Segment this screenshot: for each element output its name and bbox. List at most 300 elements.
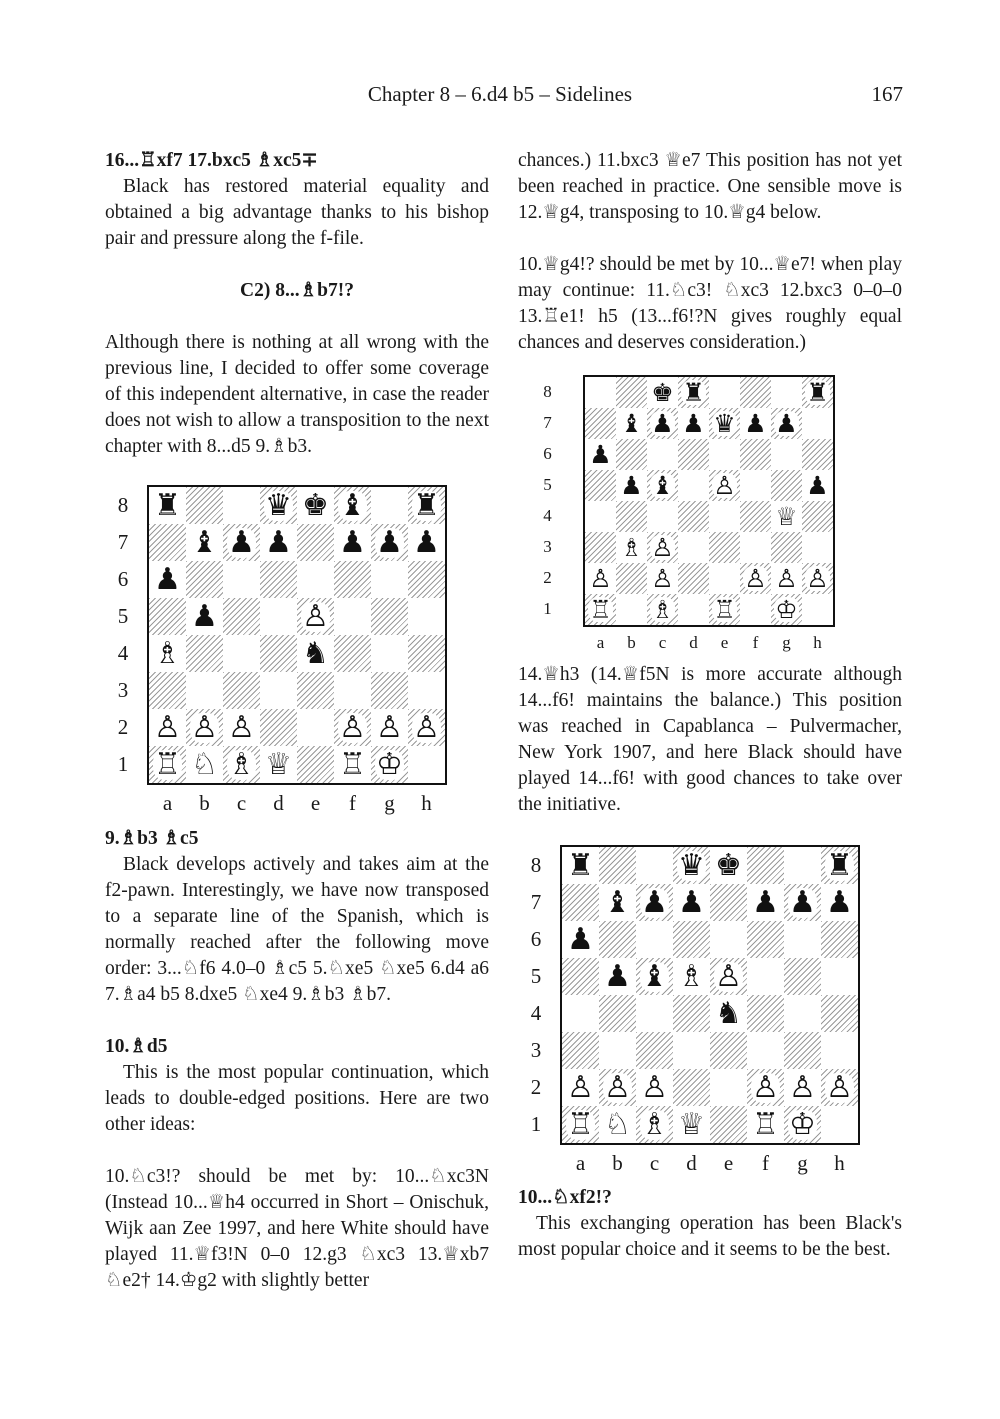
square-c1	[636, 1106, 673, 1143]
square-h2	[408, 709, 445, 746]
chess-piece: ♟	[775, 409, 798, 438]
square-h6	[821, 921, 858, 958]
chess-piece: ♖	[589, 595, 612, 624]
square-g4	[771, 501, 802, 532]
chess-piece: ♟	[826, 884, 853, 920]
chess-piece: ♟	[413, 524, 440, 560]
square-d8	[673, 847, 710, 884]
square-g2	[784, 1069, 821, 1106]
square-b8	[186, 487, 223, 524]
square-g2	[371, 709, 408, 746]
chess-piece: ♟	[228, 524, 255, 560]
rank-label: 8	[543, 382, 552, 401]
square-e8	[297, 487, 334, 524]
rank-label: 7	[543, 413, 552, 432]
file-label: h	[421, 791, 432, 815]
square-g5	[371, 598, 408, 635]
file-label: d	[689, 633, 698, 652]
square-h8	[408, 487, 445, 524]
rank-label: 2	[530, 1075, 542, 1099]
square-f2	[747, 1069, 784, 1106]
rank-label: 8	[117, 493, 129, 517]
square-f4	[747, 995, 784, 1032]
chess-piece: ♙	[826, 1069, 853, 1105]
chess-piece: ♟	[376, 524, 403, 560]
square-h3	[821, 1032, 858, 1069]
square-c7	[223, 524, 260, 561]
square-h5	[802, 470, 833, 501]
square-b1	[599, 1106, 636, 1143]
square-d4	[673, 995, 710, 1032]
file-label: g	[782, 633, 791, 652]
square-c7	[636, 884, 673, 921]
chess-piece: ♚	[651, 378, 674, 407]
square-a3	[149, 672, 186, 709]
chess-piece: ♟	[620, 471, 643, 500]
file-label: a	[162, 791, 173, 815]
square-d6	[673, 921, 710, 958]
square-d2	[260, 709, 297, 746]
rank-label: 2	[117, 715, 129, 739]
rank-label: 4	[117, 641, 129, 665]
square-f1	[747, 1106, 784, 1143]
square-b5	[186, 598, 223, 635]
chess-piece: ♟	[651, 409, 674, 438]
chess-piece: ♜	[413, 487, 440, 523]
file-label: d	[273, 791, 284, 815]
square-d5	[673, 958, 710, 995]
rank-label: 5	[530, 964, 542, 988]
file-label: b	[627, 633, 636, 652]
chess-piece: ♟	[641, 884, 668, 920]
rank-label: 7	[117, 530, 129, 554]
chess-piece: ♗	[620, 533, 643, 562]
square-a1	[149, 746, 186, 783]
square-d5	[678, 470, 709, 501]
square-d1	[260, 746, 297, 783]
square-e5	[710, 958, 747, 995]
square-f7	[334, 524, 371, 561]
chess-piece: ♙	[154, 709, 181, 745]
square-g7	[771, 408, 802, 439]
chess-piece: ♟	[191, 598, 218, 634]
paragraph: This is the most popular continuation, which leads to double-edged positions. Here are two other ideas:	[105, 1062, 489, 1135]
square-g1	[771, 594, 802, 625]
square-b5	[599, 958, 636, 995]
square-g5	[784, 958, 821, 995]
chess-piece: ♟	[744, 409, 767, 438]
square-b6	[599, 921, 636, 958]
chess-piece: ♕	[775, 502, 798, 531]
square-h2	[802, 563, 833, 594]
file-label: g	[384, 791, 395, 815]
paragraph: 14.♕h3 (14.♕f5N is more accurate although 14...f6! maintains the balance.) This position was reached in Capablanca – Pulvermacher, New York 1907, and here Black should have played 14...f6! with good chances to take over the initiative.	[518, 664, 902, 815]
chess-piece: ♟	[682, 409, 705, 438]
square-b7	[616, 408, 647, 439]
square-g7	[371, 524, 408, 561]
file-label: b	[199, 791, 210, 815]
square-b3	[599, 1032, 636, 1069]
square-b6	[186, 561, 223, 598]
square-d1	[678, 594, 709, 625]
chess-piece: ♖	[339, 746, 366, 782]
file-label: e	[720, 633, 729, 652]
rank-label: 4	[543, 506, 552, 525]
square-a7	[149, 524, 186, 561]
square-h1	[408, 746, 445, 783]
square-f4	[334, 635, 371, 672]
square-e6	[297, 561, 334, 598]
chess-piece: ♟	[789, 884, 816, 920]
chess-piece: ♙	[651, 533, 674, 562]
square-e2	[297, 709, 334, 746]
chess-piece: ♝	[641, 958, 668, 994]
square-f4	[740, 501, 771, 532]
square-c8	[223, 487, 260, 524]
chess-piece: ♔	[789, 1106, 816, 1142]
square-f1	[334, 746, 371, 783]
square-b7	[599, 884, 636, 921]
square-h1	[802, 594, 833, 625]
move-heading: 9.♗b3 ♗c5	[105, 828, 199, 849]
square-b4	[186, 635, 223, 672]
square-f7	[747, 884, 784, 921]
chess-piece: ♗	[678, 958, 705, 994]
square-c8	[647, 377, 678, 408]
square-e3	[710, 1032, 747, 1069]
square-f6	[740, 439, 771, 470]
paragraph: 10.♘c3!? should be met by: 10...♘xc3N (Instead 10...♕h4 occurred in Short – Onischuk, Wijk aan Zee 1997, and here White should have played 11.♕f3!N 0–0 12.g3 ♘xc3 13.♕xb7 ♘e2† 14.♔g2 with slightly better	[105, 1166, 489, 1291]
rank-label: 3	[543, 537, 552, 556]
chess-piece: ♙	[589, 564, 612, 593]
square-g8	[771, 377, 802, 408]
square-d2	[678, 563, 709, 594]
square-a2	[585, 563, 616, 594]
square-c3	[636, 1032, 673, 1069]
file-label: e	[723, 1151, 734, 1175]
square-c6	[636, 921, 673, 958]
square-c5	[223, 598, 260, 635]
square-e5	[709, 470, 740, 501]
chess-piece: ♟	[604, 958, 631, 994]
square-d3	[260, 672, 297, 709]
square-h6	[408, 561, 445, 598]
chess-piece: ♗	[651, 595, 674, 624]
square-e2	[710, 1069, 747, 1106]
square-h8	[821, 847, 858, 884]
rank-label: 5	[117, 604, 129, 628]
paragraph: This exchanging operation has been Black's most popular choice and it seems to be the best.	[518, 1213, 902, 1260]
square-e4	[297, 635, 334, 672]
square-d6	[260, 561, 297, 598]
paragraph: chances.) 11.bxc3 ♕e7 This position has not yet been reached in practice. One sensible move is 12.♕g4, transposing to 10.♕g4 below.	[518, 150, 902, 223]
square-h4	[802, 501, 833, 532]
chess-piece: ♙	[376, 709, 403, 745]
page-header	[0, 82, 1000, 112]
chess-piece: ♙	[641, 1069, 668, 1105]
chess-piece: ♝	[651, 471, 674, 500]
file-label: c	[236, 791, 247, 815]
square-f3	[740, 532, 771, 563]
square-d3	[678, 532, 709, 563]
square-f6	[747, 921, 784, 958]
square-f8	[334, 487, 371, 524]
rank-label: 6	[117, 567, 129, 591]
square-g1	[371, 746, 408, 783]
square-e4	[709, 501, 740, 532]
rank-label: 1	[543, 599, 552, 618]
square-b6	[616, 439, 647, 470]
chess-piece: ♛	[713, 409, 736, 438]
square-h3	[408, 672, 445, 709]
square-e1	[710, 1106, 747, 1143]
paragraph: Black has restored material equality and obtained a big advantage thanks to his bishop pair and pressure along the f-file.	[105, 176, 489, 249]
paragraph: 10.♕g4!? should be met by 10...♕e7! when play may continue: 11.♘c3! ♘xc3 12.bxc3 0–0–0 13.♖e1! h5 (13...f6!?N gives roughly equal chances and deserves consideration.)	[518, 254, 902, 353]
left-column-top	[105, 148, 489, 460]
square-d8	[678, 377, 709, 408]
square-d7	[678, 408, 709, 439]
square-h8	[802, 377, 833, 408]
chess-piece: ♙	[789, 1069, 816, 1105]
rank-label: 1	[117, 752, 129, 776]
rank-label: 5	[543, 475, 552, 494]
rank-label: 4	[530, 1001, 542, 1025]
square-c1	[647, 594, 678, 625]
square-b3	[616, 532, 647, 563]
file-label: h	[813, 633, 822, 652]
square-a8	[585, 377, 616, 408]
move-heading: 10...♘xf2!?	[518, 1187, 612, 1208]
square-f5	[747, 958, 784, 995]
move-heading: 16...♖xf7 17.bxc5 ♗xc5∓	[105, 150, 318, 171]
square-g4	[371, 635, 408, 672]
square-c6	[223, 561, 260, 598]
square-e5	[297, 598, 334, 635]
square-a2	[562, 1069, 599, 1106]
square-d2	[673, 1069, 710, 1106]
chess-piece: ♙	[806, 564, 829, 593]
square-c2	[223, 709, 260, 746]
chess-piece: ♙	[413, 709, 440, 745]
square-g2	[771, 563, 802, 594]
square-d3	[673, 1032, 710, 1069]
square-b4	[599, 995, 636, 1032]
chess-piece: ♙	[302, 598, 329, 634]
square-d8	[260, 487, 297, 524]
square-c1	[223, 746, 260, 783]
file-label: f	[349, 791, 356, 815]
square-e8	[710, 847, 747, 884]
square-d7	[673, 884, 710, 921]
file-label: a	[575, 1151, 586, 1175]
chess-piece: ♕	[265, 746, 292, 782]
square-a1	[585, 594, 616, 625]
square-b2	[616, 563, 647, 594]
square-e7	[297, 524, 334, 561]
square-a8	[562, 847, 599, 884]
chess-piece: ♖	[752, 1106, 779, 1142]
chess-piece: ♞	[302, 635, 329, 671]
chess-piece: ♙	[752, 1069, 779, 1105]
square-g5	[771, 470, 802, 501]
square-c3	[647, 532, 678, 563]
square-e3	[297, 672, 334, 709]
right-column-middle	[518, 662, 902, 818]
chess-piece: ♟	[265, 524, 292, 560]
square-e6	[709, 439, 740, 470]
square-g3	[784, 1032, 821, 1069]
chess-piece: ♙	[339, 709, 366, 745]
chess-piece: ♗	[154, 635, 181, 671]
square-g7	[784, 884, 821, 921]
chess-piece: ♖	[567, 1106, 594, 1142]
chess-board	[147, 485, 447, 785]
square-f7	[740, 408, 771, 439]
chess-piece: ♛	[678, 847, 705, 883]
chess-board	[583, 375, 835, 627]
square-e4	[710, 995, 747, 1032]
square-c6	[647, 439, 678, 470]
square-h4	[821, 995, 858, 1032]
section-heading: C2) 8...♗b7!?	[240, 280, 354, 301]
square-c7	[647, 408, 678, 439]
chess-piece: ♜	[806, 378, 829, 407]
square-b8	[616, 377, 647, 408]
rank-label: 8	[530, 853, 542, 877]
chess-piece: ♙	[604, 1069, 631, 1105]
chess-piece: ♘	[191, 746, 218, 782]
chess-piece: ♕	[678, 1106, 705, 1142]
chess-piece: ♚	[715, 847, 742, 883]
chess-piece: ♖	[154, 746, 181, 782]
square-b2	[186, 709, 223, 746]
square-h7	[408, 524, 445, 561]
square-h5	[408, 598, 445, 635]
square-h4	[408, 635, 445, 672]
square-a6	[149, 561, 186, 598]
square-b8	[599, 847, 636, 884]
square-e7	[709, 408, 740, 439]
square-c2	[647, 563, 678, 594]
chess-piece: ♝	[191, 524, 218, 560]
chess-piece: ♝	[604, 884, 631, 920]
file-label: c	[649, 1151, 660, 1175]
chess-board	[560, 845, 860, 1145]
square-f8	[747, 847, 784, 884]
square-f3	[334, 672, 371, 709]
square-c5	[647, 470, 678, 501]
right-column-top	[518, 148, 902, 356]
square-b3	[186, 672, 223, 709]
rank-label: 2	[543, 568, 552, 587]
square-a5	[585, 470, 616, 501]
square-b5	[616, 470, 647, 501]
chapter-title: Chapter 8 – 6.d4 b5 – Sidelines	[367, 82, 633, 106]
square-a5	[562, 958, 599, 995]
square-a7	[585, 408, 616, 439]
square-a4	[562, 995, 599, 1032]
square-d7	[260, 524, 297, 561]
move-heading: 10.♗d5	[105, 1036, 168, 1057]
square-a6	[562, 921, 599, 958]
chess-piece: ♟	[154, 561, 181, 597]
chess-piece: ♟	[678, 884, 705, 920]
square-a4	[149, 635, 186, 672]
square-c4	[636, 995, 673, 1032]
square-c4	[647, 501, 678, 532]
chess-piece: ♔	[775, 595, 798, 624]
chess-piece: ♙	[191, 709, 218, 745]
chess-piece: ♙	[713, 471, 736, 500]
square-b4	[616, 501, 647, 532]
square-d5	[260, 598, 297, 635]
square-g3	[771, 532, 802, 563]
chess-piece: ♜	[154, 487, 181, 523]
square-c3	[223, 672, 260, 709]
square-g6	[784, 921, 821, 958]
chess-piece: ♙	[651, 564, 674, 593]
square-f2	[740, 563, 771, 594]
square-g4	[784, 995, 821, 1032]
paragraph: Although there is nothing at all wrong with the previous line, I decided to offer some coverage of this independent alternative, in case the reader does not wish to allow a transposition to the next chapter with 8...d5 9.♗b3.	[105, 332, 489, 457]
square-e2	[709, 563, 740, 594]
file-label: f	[762, 1151, 769, 1175]
file-label: d	[686, 1151, 697, 1175]
file-label: a	[596, 633, 605, 652]
file-label: f	[752, 633, 759, 652]
file-label: h	[834, 1151, 845, 1175]
square-g1	[784, 1106, 821, 1143]
square-a7	[562, 884, 599, 921]
square-h6	[802, 439, 833, 470]
square-g3	[371, 672, 408, 709]
left-column-bottom	[105, 826, 489, 1294]
square-f6	[334, 561, 371, 598]
chess-piece: ♙	[228, 709, 255, 745]
square-d4	[678, 501, 709, 532]
square-b1	[616, 594, 647, 625]
chess-piece: ♟	[806, 471, 829, 500]
square-a5	[149, 598, 186, 635]
rank-label: 6	[530, 927, 542, 951]
file-label: g	[797, 1151, 808, 1175]
chess-piece: ♝	[339, 487, 366, 523]
square-a1	[562, 1106, 599, 1143]
chess-piece: ♞	[715, 995, 742, 1031]
chess-piece: ♗	[641, 1106, 668, 1142]
square-h1	[821, 1106, 858, 1143]
paragraph: Black develops actively and takes aim at the f2-pawn. Interestingly, we have now transposed to a separate line of the Spanish, which is normally reached after the following move order: 3...♘f6 4.0–0 ♗c5 5.♘xe5 ♘xe5 6.d4 a6 7.♗a4 b5 8.dxe5 ♘xe4 9.♗b3 ♗b7.	[105, 854, 489, 1005]
square-f5	[740, 470, 771, 501]
square-f3	[747, 1032, 784, 1069]
square-a8	[149, 487, 186, 524]
rank-label: 6	[543, 444, 552, 463]
square-c2	[636, 1069, 673, 1106]
chess-piece: ♔	[376, 746, 403, 782]
square-h2	[821, 1069, 858, 1106]
chess-piece: ♜	[826, 847, 853, 883]
square-e3	[709, 532, 740, 563]
chess-piece: ♚	[302, 487, 329, 523]
square-h7	[802, 408, 833, 439]
chess-piece: ♟	[752, 884, 779, 920]
square-f1	[740, 594, 771, 625]
chess-piece: ♜	[567, 847, 594, 883]
square-d6	[678, 439, 709, 470]
square-a4	[585, 501, 616, 532]
rank-label: 3	[530, 1038, 542, 1062]
square-b7	[186, 524, 223, 561]
